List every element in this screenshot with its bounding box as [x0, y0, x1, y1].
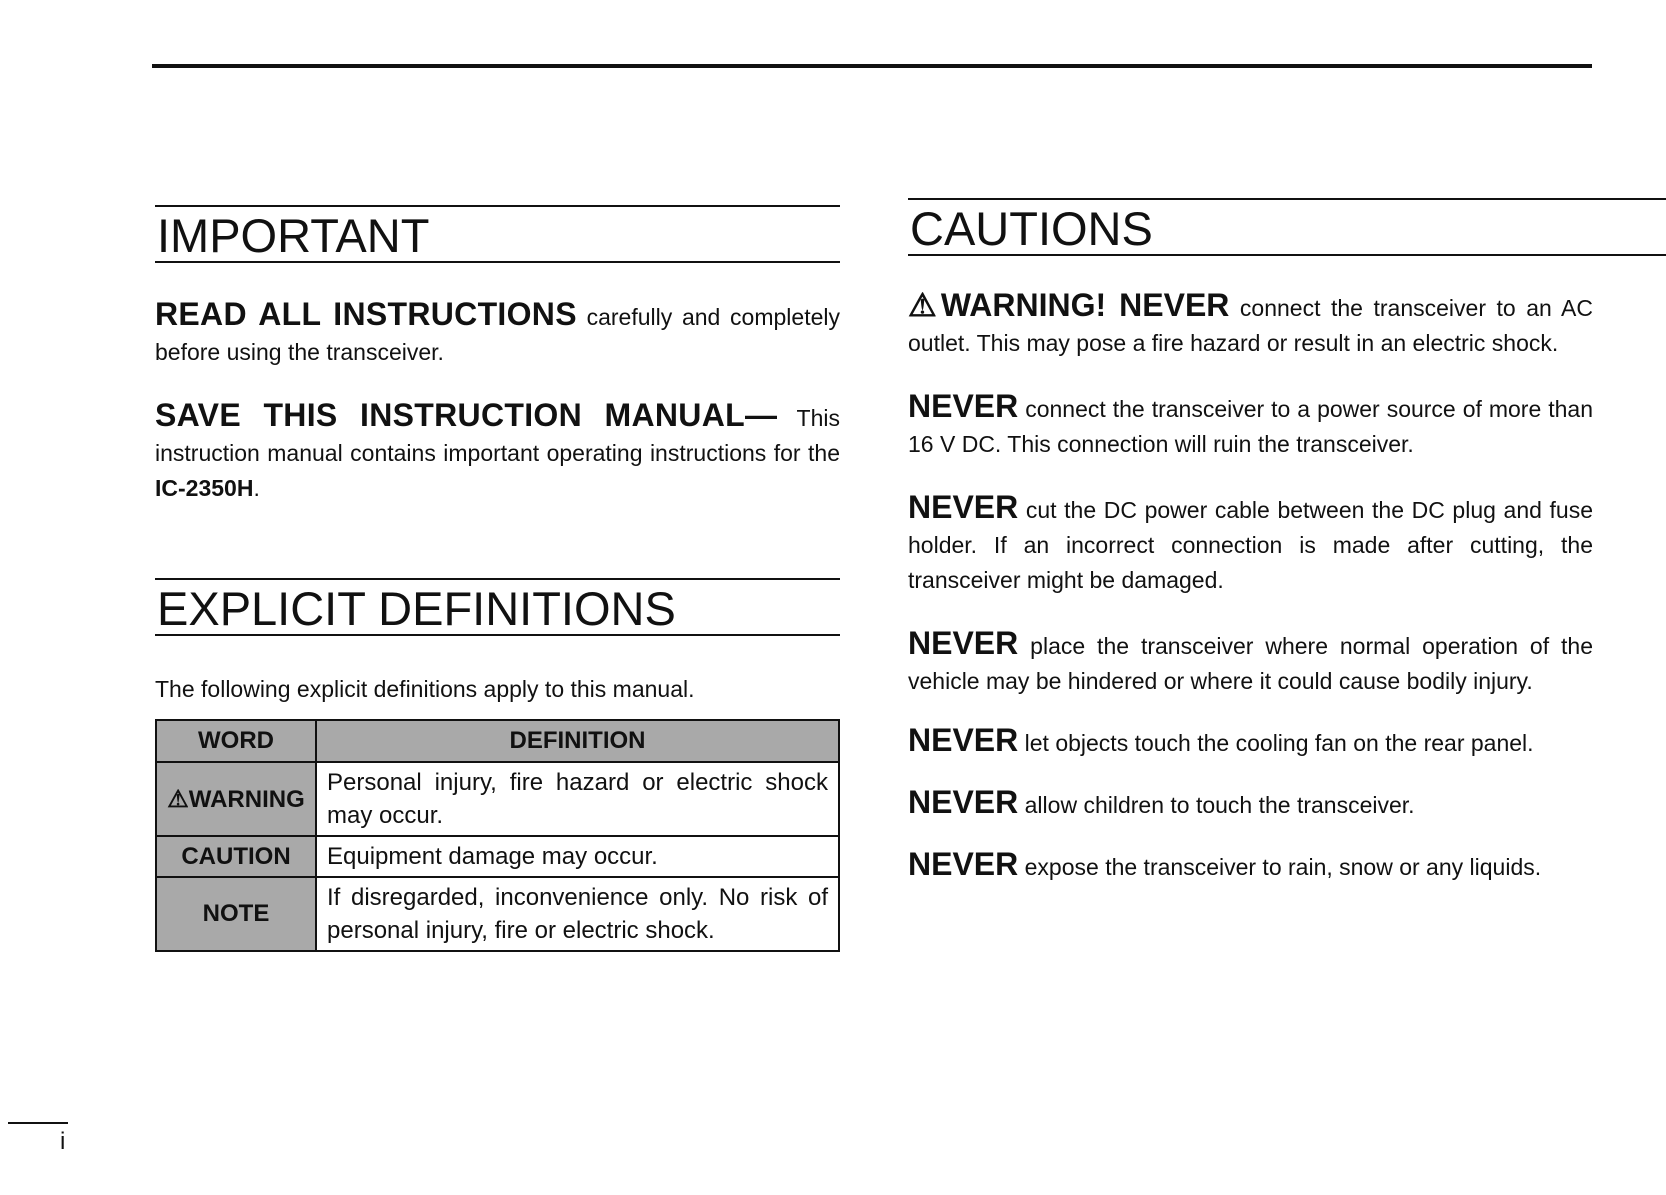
- explicit-definitions-heading: EXPLICIT DEFINITIONS: [155, 578, 840, 636]
- model-name: IC-2350H: [155, 475, 254, 501]
- page-number: i: [60, 1128, 66, 1155]
- caution-text: connect the transceiver to a power source of more than 16 V DC. This connection will ruin the transceiver.: [908, 396, 1593, 457]
- read-all-text: carefully and completely before using the transceiver.: [155, 304, 840, 365]
- left-column: [155, 205, 840, 952]
- table-row: [156, 836, 839, 877]
- cautions-heading: CAUTIONS: [908, 198, 1666, 256]
- page-number-rule: [8, 1122, 68, 1124]
- table-header-row: [156, 720, 839, 762]
- caution-lead: ⚠WARNING! NEVER: [908, 287, 1230, 323]
- definitions-intro: The following explicit definitions apply to this manual.: [155, 676, 695, 702]
- read-all-instructions-paragraph: [155, 297, 840, 370]
- caution-text: connect the transceiver to an AC outlet. This may pose a fire hazard or result in an electric shock.: [908, 295, 1593, 356]
- caution-text: cut the DC power cable between the DC plug and fuse holder. If an incorrect connection is made after cutting, the transceiver might be damaged.: [908, 497, 1593, 593]
- save-manual-paragraph: [155, 398, 840, 506]
- caution-text: allow children to touch the transceiver.: [1018, 792, 1415, 818]
- save-manual-text: This instruction manual contains important operating instructions for the: [155, 405, 840, 466]
- read-all-lead: READ ALL INSTRUCTIONS: [155, 296, 577, 332]
- caution-lead: NEVER: [908, 722, 1019, 758]
- caution-lead: NEVER: [908, 784, 1019, 820]
- caution-text: expose the transceiver to rain, snow or any liquids.: [1018, 854, 1542, 880]
- caution-item: [908, 490, 1593, 598]
- caution-item: [908, 785, 1593, 823]
- column-header-definition: DEFINITION: [316, 720, 839, 762]
- table-row: [156, 762, 839, 836]
- important-heading: IMPORTANT: [155, 205, 840, 263]
- caution-item: [908, 389, 1593, 462]
- right-column: [908, 198, 1666, 885]
- caution-lead: NEVER: [908, 846, 1019, 882]
- definition-caution: Equipment damage may occur.: [316, 836, 839, 877]
- caution-lead: NEVER: [908, 625, 1019, 661]
- word-warning: ⚠WARNING: [156, 762, 316, 836]
- word-caution: CAUTION: [156, 836, 316, 877]
- save-manual-lead: SAVE THIS INSTRUCTION MANUAL—: [155, 397, 778, 433]
- table-row: [156, 877, 839, 951]
- save-manual-period: .: [253, 475, 260, 501]
- caution-item: [908, 626, 1593, 699]
- definition-note: If disregarded, inconvenience only. No risk of personal injury, fire or electric shock.: [316, 877, 839, 951]
- caution-item: [908, 723, 1593, 761]
- caution-lead: NEVER: [908, 388, 1019, 424]
- caution-text: let objects touch the cooling fan on the rear panel.: [1018, 730, 1534, 756]
- column-header-word: WORD: [156, 720, 316, 762]
- caution-item: [908, 288, 1593, 361]
- definition-warning: Personal injury, fire hazard or electric shock may occur.: [316, 762, 839, 836]
- definitions-table: [155, 719, 840, 952]
- caution-lead: NEVER: [908, 489, 1019, 525]
- caution-item: [908, 847, 1593, 885]
- word-note: NOTE: [156, 877, 316, 951]
- top-rule: [152, 64, 1592, 68]
- caution-text: place the transceiver where normal operation of the vehicle may be hindered or where it could cause bodily injury.: [908, 633, 1593, 694]
